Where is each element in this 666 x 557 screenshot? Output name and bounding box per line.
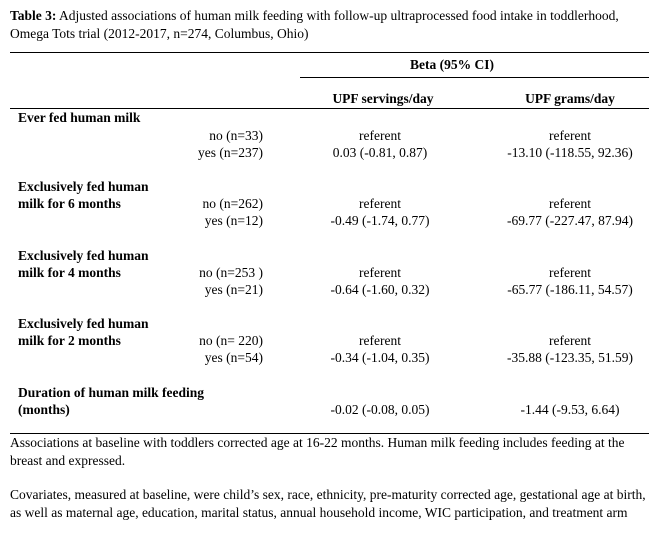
row-no-c2: referent (549, 128, 591, 143)
header-col-servings: UPF servings/day (332, 91, 434, 106)
row-no-label: no (n=253 ) (199, 265, 263, 280)
footnote-associations: Associations at baseline with toddlers corrected age at 16-22 months. Human milk feeding includes feeding at the breast and expressed. (10, 435, 625, 468)
top-rule (10, 52, 649, 53)
footnote-covariates: Covariates, measured at baseline, were child’s sex, race, ethnicity, pre-maturity corrected age, gestational age at birth, as well as maternal age, education, marital status, annual household income, WIC participation, and treatment arm (10, 487, 646, 520)
row-label: Exclusively fed human (18, 316, 149, 331)
row-no-label: no (n= 220) (199, 333, 263, 348)
row-label-line2: milk for 2 months (18, 333, 121, 348)
row-yes-c1: -0.49 (-1.74, 0.77) (330, 213, 430, 228)
header-group-rule (300, 77, 649, 78)
row-label: Ever fed human milk (18, 110, 141, 125)
row-no-c1: referent (359, 128, 401, 143)
row-yes-c2: -13.10 (-118.55, 92.36) (507, 145, 633, 160)
row-label-line2: milk for 4 months (18, 265, 121, 280)
row-no-c1: referent (359, 265, 401, 280)
row-yes-c2: -65.77 (-186.11, 54.57) (507, 282, 633, 297)
table-caption (10, 7, 650, 43)
row-yes-c1: -0.34 (-1.04, 0.35) (330, 350, 430, 365)
row-label-line2: milk for 6 months (18, 196, 121, 211)
row-yes-label: yes (n=54) (204, 350, 263, 365)
row-yes-label: yes (n=12) (204, 213, 263, 228)
row-no-c1: referent (359, 333, 401, 348)
duration-c1: -0.02 (-0.08, 0.05) (330, 402, 430, 417)
row-yes-c2: -35.88 (-123.35, 51.59) (507, 350, 633, 365)
row-no-c2: referent (549, 265, 591, 280)
row-yes-label: yes (n=237) (198, 145, 263, 160)
row-yes-c1: -0.64 (-1.60, 0.32) (330, 282, 430, 297)
row-label: Exclusively fed human (18, 248, 149, 263)
row-yes-label: yes (n=21) (204, 282, 263, 297)
table-number: Table 3: (10, 8, 57, 23)
duration-label-line2: (months) (18, 402, 70, 417)
row-no-c1: referent (359, 196, 401, 211)
duration-label: Duration of human milk feeding (18, 385, 205, 400)
header-beta: Beta (95% CI) (410, 57, 494, 72)
row-yes-c2: -69.77 (-227.47, 87.94) (507, 213, 633, 228)
row-no-c2: referent (549, 196, 591, 211)
row-no-label: no (n=262) (202, 196, 263, 211)
row-label: Exclusively fed human (18, 179, 149, 194)
row-no-c2: referent (549, 333, 591, 348)
header-col-grams: UPF grams/day (525, 91, 615, 106)
table-title: Adjusted associations of human milk feeding with follow-up ultraprocessed food intake in toddlerhood, Omega Tots trial (2012-2017, n=274, Columbus, Ohio) (10, 8, 619, 41)
duration-c2: -1.44 (-9.53, 6.64) (520, 402, 620, 417)
row-yes-c1: 0.03 (-0.81, 0.87) (332, 145, 428, 160)
row-no-label: no (n=33) (209, 128, 263, 143)
